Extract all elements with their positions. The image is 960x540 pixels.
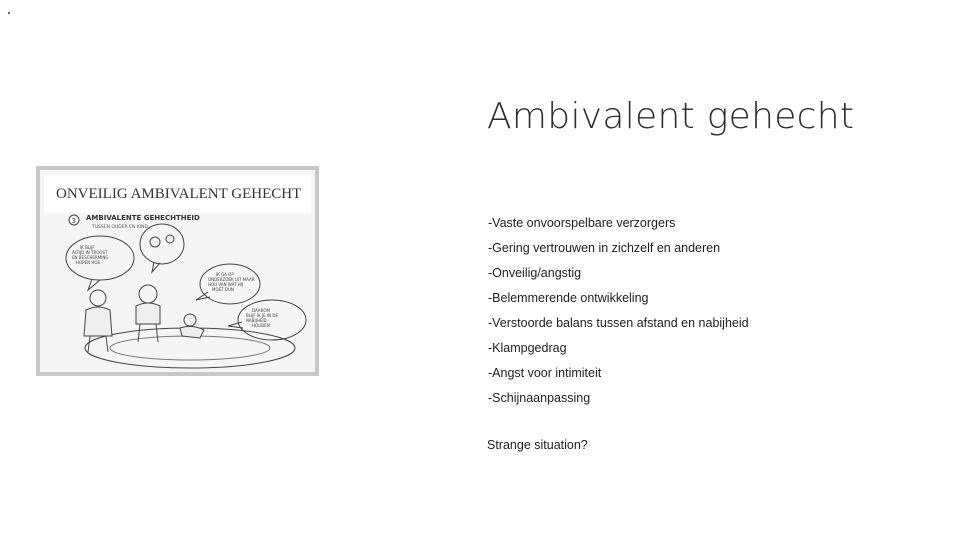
- toddler-figure-icon: [180, 314, 204, 338]
- svg-text:3: 3: [71, 217, 76, 225]
- bullet-item: -Angst voor intimiteit: [488, 366, 602, 380]
- question-text: Strange situation?: [487, 438, 588, 452]
- figure-title: ONVEILIG AMBIVALENT GEHECHT: [44, 175, 311, 213]
- bullet-item: -Belemmerende ontwikkeling: [488, 291, 649, 305]
- cartoon-illustration: [40, 214, 315, 372]
- bullet-item: -Vaste onvoorspelbare verzorgers: [488, 216, 676, 230]
- bullet-item: -Onveilig/angstig: [488, 266, 582, 280]
- bullet-item: -Gering vertrouwen in zichzelf en anderen: [488, 241, 721, 255]
- svg-text:.: .: [262, 361, 263, 365]
- bubble-left-text: IK BLIJF ALTIJD IN TROOST EN BESCHERMING HOPEN HOE: [72, 245, 109, 265]
- speech-bubble-middle-top: [140, 224, 184, 264]
- bubble-middle-text: IK GA OP ONDERZOEK UIT MAAR HOU VAN WAT HIJ MOET DUN: [208, 272, 255, 292]
- slide-title: Ambivalent gehecht: [487, 96, 855, 137]
- child-figure-icon: [136, 285, 160, 342]
- corner-mark: [8, 12, 10, 14]
- cartoon-frame: [40, 170, 315, 372]
- bullet-item: -Schijnaanpassing: [488, 391, 591, 405]
- bullet-item: -Verstoorde balans tussen afstand en nabijheid: [488, 316, 749, 330]
- cartoon-heading: AMBIVALENTE GEHECHTHEID: [86, 214, 200, 222]
- bullet-list: [488, 211, 749, 411]
- bubble-right-text: DAAROM BLIJF IK JE IN DE NABIJHEID HOUDEN: [246, 308, 279, 328]
- cartoon-figure: [36, 166, 319, 376]
- cartoon-subheading: TUSSEN OUDER EN KIND: [92, 225, 148, 230]
- bullet-item: -Klampgedrag: [488, 341, 567, 355]
